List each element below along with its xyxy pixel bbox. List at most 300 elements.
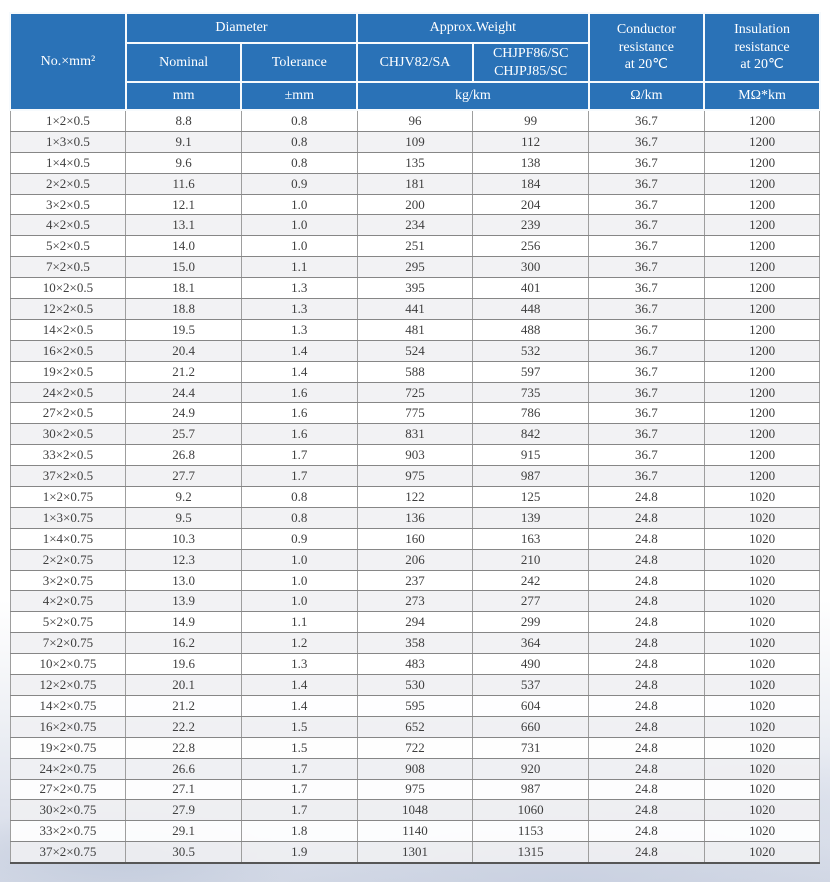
table-row — [10, 549, 820, 570]
cell-conductor-resistance: 24.8 — [589, 654, 705, 675]
cell-weight-chjv82: 96 — [357, 110, 473, 131]
cell-conductor-resistance: 36.7 — [589, 152, 705, 173]
cell-spec: 37×2×0.5 — [10, 466, 126, 487]
cell-tolerance: 1.0 — [241, 549, 357, 570]
unit-ohm-km: Ω/km — [589, 82, 705, 110]
cell-weight-chjv82: 273 — [357, 591, 473, 612]
cell-weight-chjpf86: 735 — [473, 382, 589, 403]
cell-spec: 19×2×0.75 — [10, 737, 126, 758]
cell-spec: 30×2×0.5 — [10, 424, 126, 445]
cell-nominal-diameter: 9.2 — [126, 487, 242, 508]
table-row — [10, 278, 820, 299]
cell-weight-chjv82: 524 — [357, 340, 473, 361]
cell-nominal-diameter: 27.1 — [126, 779, 242, 800]
unit-mohm-km: MΩ*km — [704, 82, 820, 110]
cell-conductor-resistance: 24.8 — [589, 675, 705, 696]
cell-spec: 1×3×0.75 — [10, 507, 126, 528]
header-conductor-line3: at 20℃ — [624, 57, 669, 73]
cell-weight-chjv82: 395 — [357, 278, 473, 299]
cell-weight-chjv82: 109 — [357, 131, 473, 152]
table-row — [10, 299, 820, 320]
cell-insulation-resistance: 1200 — [704, 236, 820, 257]
cell-insulation-resistance: 1020 — [704, 695, 820, 716]
cell-conductor-resistance: 24.8 — [589, 800, 705, 821]
cell-insulation-resistance: 1200 — [704, 173, 820, 194]
cell-insulation-resistance: 1020 — [704, 675, 820, 696]
cell-tolerance: 1.4 — [241, 675, 357, 696]
table-row — [10, 424, 820, 445]
table-row — [10, 507, 820, 528]
cell-insulation-resistance: 1020 — [704, 654, 820, 675]
cell-weight-chjv82: 725 — [357, 382, 473, 403]
cell-insulation-resistance: 1200 — [704, 361, 820, 382]
cell-weight-chjpf86: 915 — [473, 445, 589, 466]
table-row — [10, 737, 820, 758]
cell-insulation-resistance: 1020 — [704, 737, 820, 758]
cell-weight-chjpf86: 256 — [473, 236, 589, 257]
cell-insulation-resistance: 1200 — [704, 319, 820, 340]
cell-weight-chjpf86: 99 — [473, 110, 589, 131]
cell-nominal-diameter: 30.5 — [126, 842, 242, 863]
cell-weight-chjv82: 908 — [357, 758, 473, 779]
cell-nominal-diameter: 20.1 — [126, 675, 242, 696]
table-row — [10, 466, 820, 487]
cell-weight-chjpf86: 920 — [473, 758, 589, 779]
cell-nominal-diameter: 29.1 — [126, 821, 242, 842]
cell-nominal-diameter: 9.5 — [126, 507, 242, 528]
cell-weight-chjpf86: 1060 — [473, 800, 589, 821]
table-row — [10, 173, 820, 194]
cell-insulation-resistance: 1020 — [704, 612, 820, 633]
table-row — [10, 445, 820, 466]
cell-conductor-resistance: 36.7 — [589, 110, 705, 131]
cell-spec: 4×2×0.5 — [10, 215, 126, 236]
cell-spec: 33×2×0.5 — [10, 445, 126, 466]
cell-spec: 12×2×0.75 — [10, 675, 126, 696]
cell-weight-chjv82: 975 — [357, 466, 473, 487]
table-row — [10, 340, 820, 361]
table-row — [10, 215, 820, 236]
cell-insulation-resistance: 1200 — [704, 278, 820, 299]
cell-spec: 16×2×0.5 — [10, 340, 126, 361]
cell-insulation-resistance: 1020 — [704, 507, 820, 528]
cell-weight-chjv82: 975 — [357, 779, 473, 800]
table-row — [10, 131, 820, 152]
cell-spec: 24×2×0.75 — [10, 758, 126, 779]
cell-weight-chjv82: 234 — [357, 215, 473, 236]
table-row — [10, 612, 820, 633]
table-body — [10, 110, 820, 863]
header-chjpj85-line2: CHJPJ85/SC — [494, 63, 568, 79]
cell-tolerance: 1.7 — [241, 445, 357, 466]
cell-spec: 30×2×0.75 — [10, 800, 126, 821]
cell-weight-chjpf86: 125 — [473, 487, 589, 508]
cell-weight-chjpf86: 163 — [473, 528, 589, 549]
cell-spec: 14×2×0.5 — [10, 319, 126, 340]
cell-conductor-resistance: 36.7 — [589, 361, 705, 382]
table-row — [10, 800, 820, 821]
cell-insulation-resistance: 1200 — [704, 110, 820, 131]
cell-weight-chjv82: 135 — [357, 152, 473, 173]
cell-conductor-resistance: 36.7 — [589, 445, 705, 466]
cell-weight-chjpf86: 1315 — [473, 842, 589, 863]
cell-weight-chjpf86: 204 — [473, 194, 589, 215]
cell-weight-chjpf86: 299 — [473, 612, 589, 633]
cell-conductor-resistance: 36.7 — [589, 278, 705, 299]
cell-spec: 3×2×0.5 — [10, 194, 126, 215]
cell-nominal-diameter: 15.0 — [126, 257, 242, 278]
cell-weight-chjpf86: 401 — [473, 278, 589, 299]
cell-weight-chjpf86: 488 — [473, 319, 589, 340]
header-diameter: Diameter — [126, 13, 357, 43]
cell-insulation-resistance: 1020 — [704, 528, 820, 549]
cell-weight-chjv82: 1140 — [357, 821, 473, 842]
table-row — [10, 487, 820, 508]
cell-insulation-resistance: 1020 — [704, 549, 820, 570]
cell-nominal-diameter: 9.6 — [126, 152, 242, 173]
cell-insulation-resistance: 1200 — [704, 194, 820, 215]
cell-conductor-resistance: 36.7 — [589, 215, 705, 236]
header-nominal: Nominal — [126, 43, 242, 82]
cell-conductor-resistance: 24.8 — [589, 633, 705, 654]
cell-weight-chjv82: 294 — [357, 612, 473, 633]
cell-weight-chjpf86: 786 — [473, 403, 589, 424]
cell-weight-chjpf86: 184 — [473, 173, 589, 194]
header-insulation-line2: resistance — [734, 39, 790, 55]
cell-conductor-resistance: 36.7 — [589, 403, 705, 424]
cell-conductor-resistance: 24.8 — [589, 716, 705, 737]
cell-nominal-diameter: 13.9 — [126, 591, 242, 612]
cell-conductor-resistance: 36.7 — [589, 131, 705, 152]
table-row — [10, 716, 820, 737]
cell-spec: 10×2×0.5 — [10, 278, 126, 299]
cell-conductor-resistance: 36.7 — [589, 424, 705, 445]
cell-conductor-resistance: 24.8 — [589, 737, 705, 758]
table-row — [10, 528, 820, 549]
table-row — [10, 591, 820, 612]
header-chjv82-sa: CHJV82/SA — [357, 43, 473, 82]
cell-nominal-diameter: 10.3 — [126, 528, 242, 549]
header-insulation-line1: Insulation — [734, 22, 791, 38]
table-row — [10, 695, 820, 716]
table-header — [10, 13, 820, 110]
cell-weight-chjpf86: 987 — [473, 779, 589, 800]
cell-tolerance: 1.6 — [241, 382, 357, 403]
cell-conductor-resistance: 24.8 — [589, 612, 705, 633]
table-row — [10, 152, 820, 173]
cell-weight-chjpf86: 842 — [473, 424, 589, 445]
cell-nominal-diameter: 18.8 — [126, 299, 242, 320]
cell-weight-chjpf86: 597 — [473, 361, 589, 382]
cell-insulation-resistance: 1020 — [704, 716, 820, 737]
cell-tolerance: 1.3 — [241, 319, 357, 340]
table-row — [10, 361, 820, 382]
cell-insulation-resistance: 1200 — [704, 403, 820, 424]
cell-conductor-resistance: 24.8 — [589, 758, 705, 779]
cell-weight-chjv82: 595 — [357, 695, 473, 716]
cell-tolerance: 0.8 — [241, 131, 357, 152]
cell-nominal-diameter: 8.8 — [126, 110, 242, 131]
cell-weight-chjpf86: 490 — [473, 654, 589, 675]
cell-weight-chjpf86: 300 — [473, 257, 589, 278]
unit-kg-km: kg/km — [357, 82, 588, 110]
cell-weight-chjv82: 181 — [357, 173, 473, 194]
cell-spec: 14×2×0.75 — [10, 695, 126, 716]
header-insulation-resistance — [704, 13, 820, 82]
cell-weight-chjv82: 200 — [357, 194, 473, 215]
cell-weight-chjv82: 1048 — [357, 800, 473, 821]
cell-spec: 12×2×0.5 — [10, 299, 126, 320]
cell-spec: 16×2×0.75 — [10, 716, 126, 737]
cell-insulation-resistance: 1020 — [704, 779, 820, 800]
cell-weight-chjv82: 358 — [357, 633, 473, 654]
cell-tolerance: 1.0 — [241, 591, 357, 612]
cell-insulation-resistance: 1020 — [704, 800, 820, 821]
table-row — [10, 758, 820, 779]
cell-weight-chjpf86: 210 — [473, 549, 589, 570]
cell-spec: 19×2×0.5 — [10, 361, 126, 382]
cell-insulation-resistance: 1200 — [704, 340, 820, 361]
cell-tolerance: 1.6 — [241, 403, 357, 424]
table-row — [10, 779, 820, 800]
cell-conductor-resistance: 36.7 — [589, 319, 705, 340]
cell-insulation-resistance: 1020 — [704, 570, 820, 591]
cell-conductor-resistance: 24.8 — [589, 695, 705, 716]
cell-insulation-resistance: 1200 — [704, 257, 820, 278]
cell-weight-chjpf86: 239 — [473, 215, 589, 236]
cell-tolerance: 1.7 — [241, 466, 357, 487]
cell-spec: 1×4×0.5 — [10, 152, 126, 173]
header-conductor-line2: resistance — [618, 39, 674, 55]
cell-weight-chjv82: 237 — [357, 570, 473, 591]
cell-conductor-resistance: 36.7 — [589, 466, 705, 487]
cell-spec: 5×2×0.5 — [10, 236, 126, 257]
cell-conductor-resistance: 36.7 — [589, 299, 705, 320]
cell-nominal-diameter: 13.1 — [126, 215, 242, 236]
cell-conductor-resistance: 36.7 — [589, 382, 705, 403]
cell-conductor-resistance: 24.8 — [589, 779, 705, 800]
cell-weight-chjv82: 903 — [357, 445, 473, 466]
cell-nominal-diameter: 14.0 — [126, 236, 242, 257]
cell-spec: 27×2×0.5 — [10, 403, 126, 424]
cell-tolerance: 1.2 — [241, 633, 357, 654]
header-tolerance: Tolerance — [241, 43, 357, 82]
cell-weight-chjv82: 122 — [357, 487, 473, 508]
cell-tolerance: 1.0 — [241, 215, 357, 236]
unit-mm: mm — [126, 82, 242, 110]
cell-insulation-resistance: 1020 — [704, 842, 820, 863]
cell-weight-chjpf86: 364 — [473, 633, 589, 654]
table-row — [10, 194, 820, 215]
table-row — [10, 110, 820, 131]
table-row — [10, 570, 820, 591]
cell-tolerance: 1.3 — [241, 299, 357, 320]
table-row — [10, 236, 820, 257]
cell-conductor-resistance: 24.8 — [589, 507, 705, 528]
cell-spec: 3×2×0.75 — [10, 570, 126, 591]
cell-insulation-resistance: 1020 — [704, 633, 820, 654]
cell-weight-chjv82: 251 — [357, 236, 473, 257]
cell-conductor-resistance: 24.8 — [589, 528, 705, 549]
cell-insulation-resistance: 1200 — [704, 131, 820, 152]
cell-weight-chjpf86: 139 — [473, 507, 589, 528]
cell-nominal-diameter: 27.9 — [126, 800, 242, 821]
cell-weight-chjpf86: 987 — [473, 466, 589, 487]
cell-nominal-diameter: 13.0 — [126, 570, 242, 591]
header-conductor-resistance — [589, 13, 705, 82]
cell-weight-chjv82: 831 — [357, 424, 473, 445]
cell-weight-chjpf86: 731 — [473, 737, 589, 758]
table-row — [10, 821, 820, 842]
cell-conductor-resistance: 36.7 — [589, 236, 705, 257]
cell-nominal-diameter: 21.2 — [126, 695, 242, 716]
cell-tolerance: 1.6 — [241, 424, 357, 445]
cell-weight-chjv82: 722 — [357, 737, 473, 758]
cell-tolerance: 1.1 — [241, 257, 357, 278]
table-row — [10, 319, 820, 340]
cell-spec: 37×2×0.75 — [10, 842, 126, 863]
cell-weight-chjv82: 295 — [357, 257, 473, 278]
cell-tolerance: 1.4 — [241, 340, 357, 361]
table-row — [10, 403, 820, 424]
cell-weight-chjv82: 483 — [357, 654, 473, 675]
cell-conductor-resistance: 24.8 — [589, 487, 705, 508]
cell-conductor-resistance: 36.7 — [589, 173, 705, 194]
cell-nominal-diameter: 12.3 — [126, 549, 242, 570]
cell-tolerance: 1.7 — [241, 758, 357, 779]
unit-tolerance-mm: ±mm — [241, 82, 357, 110]
table-row — [10, 382, 820, 403]
cell-tolerance: 1.5 — [241, 716, 357, 737]
table-row — [10, 842, 820, 863]
cell-tolerance: 1.0 — [241, 236, 357, 257]
cell-conductor-resistance: 36.7 — [589, 257, 705, 278]
cell-conductor-resistance: 24.8 — [589, 821, 705, 842]
cell-nominal-diameter: 18.1 — [126, 278, 242, 299]
cell-tolerance: 0.9 — [241, 528, 357, 549]
cell-conductor-resistance: 36.7 — [589, 194, 705, 215]
cell-spec: 5×2×0.75 — [10, 612, 126, 633]
cell-tolerance: 0.8 — [241, 110, 357, 131]
cell-conductor-resistance: 36.7 — [589, 340, 705, 361]
cell-nominal-diameter: 19.6 — [126, 654, 242, 675]
cell-spec: 1×2×0.75 — [10, 487, 126, 508]
cell-weight-chjv82: 775 — [357, 403, 473, 424]
cell-spec: 10×2×0.75 — [10, 654, 126, 675]
cell-tolerance: 1.3 — [241, 278, 357, 299]
cell-nominal-diameter: 19.5 — [126, 319, 242, 340]
cell-tolerance: 1.7 — [241, 779, 357, 800]
cell-conductor-resistance: 24.8 — [589, 570, 705, 591]
cell-tolerance: 0.8 — [241, 152, 357, 173]
cell-tolerance: 0.8 — [241, 487, 357, 508]
header-no-mm2: No.×mm² — [10, 13, 126, 110]
cell-spec: 7×2×0.5 — [10, 257, 126, 278]
cell-insulation-resistance: 1020 — [704, 758, 820, 779]
cell-weight-chjv82: 652 — [357, 716, 473, 737]
cell-spec: 2×2×0.75 — [10, 549, 126, 570]
cell-nominal-diameter: 27.7 — [126, 466, 242, 487]
cell-weight-chjpf86: 242 — [473, 570, 589, 591]
cell-spec: 7×2×0.75 — [10, 633, 126, 654]
cell-spec: 1×2×0.5 — [10, 110, 126, 131]
header-insulation-line3: at 20℃ — [740, 57, 784, 73]
cell-tolerance: 1.7 — [241, 800, 357, 821]
cell-tolerance: 1.3 — [241, 654, 357, 675]
cell-tolerance: 1.4 — [241, 361, 357, 382]
cell-insulation-resistance: 1200 — [704, 299, 820, 320]
cell-spec: 1×4×0.75 — [10, 528, 126, 549]
cell-weight-chjv82: 441 — [357, 299, 473, 320]
cell-spec: 24×2×0.5 — [10, 382, 126, 403]
cell-spec: 2×2×0.5 — [10, 173, 126, 194]
cell-conductor-resistance: 24.8 — [589, 591, 705, 612]
cell-weight-chjpf86: 660 — [473, 716, 589, 737]
cell-weight-chjv82: 530 — [357, 675, 473, 696]
cell-insulation-resistance: 1200 — [704, 445, 820, 466]
cell-insulation-resistance: 1200 — [704, 215, 820, 236]
cell-tolerance: 1.4 — [241, 695, 357, 716]
cell-tolerance: 1.8 — [241, 821, 357, 842]
header-approx-weight: Approx.Weight — [357, 13, 588, 43]
cell-nominal-diameter: 22.2 — [126, 716, 242, 737]
header-chjpf86-line1: CHJPF86/SC — [492, 46, 569, 61]
cell-weight-chjv82: 1301 — [357, 842, 473, 863]
cell-conductor-resistance: 24.8 — [589, 842, 705, 863]
cell-spec: 1×3×0.5 — [10, 131, 126, 152]
cell-nominal-diameter: 24.9 — [126, 403, 242, 424]
table-row — [10, 654, 820, 675]
cell-insulation-resistance: 1020 — [704, 821, 820, 842]
cell-weight-chjpf86: 448 — [473, 299, 589, 320]
cell-weight-chjpf86: 604 — [473, 695, 589, 716]
cell-insulation-resistance: 1200 — [704, 152, 820, 173]
cell-tolerance: 1.0 — [241, 194, 357, 215]
cell-spec: 27×2×0.75 — [10, 779, 126, 800]
cell-spec: 33×2×0.75 — [10, 821, 126, 842]
cell-weight-chjv82: 160 — [357, 528, 473, 549]
cell-weight-chjpf86: 138 — [473, 152, 589, 173]
cell-weight-chjv82: 206 — [357, 549, 473, 570]
cell-insulation-resistance: 1200 — [704, 382, 820, 403]
table-row — [10, 257, 820, 278]
cell-weight-chjv82: 588 — [357, 361, 473, 382]
cell-nominal-diameter: 21.2 — [126, 361, 242, 382]
cell-nominal-diameter: 25.7 — [126, 424, 242, 445]
table-row — [10, 633, 820, 654]
cell-nominal-diameter: 14.9 — [126, 612, 242, 633]
cell-weight-chjpf86: 112 — [473, 131, 589, 152]
cell-weight-chjv82: 136 — [357, 507, 473, 528]
cell-spec: 4×2×0.75 — [10, 591, 126, 612]
cell-insulation-resistance: 1020 — [704, 487, 820, 508]
cell-nominal-diameter: 26.8 — [126, 445, 242, 466]
cell-tolerance: 0.9 — [241, 173, 357, 194]
cell-tolerance: 1.0 — [241, 570, 357, 591]
cell-insulation-resistance: 1200 — [704, 424, 820, 445]
cell-nominal-diameter: 16.2 — [126, 633, 242, 654]
header-conductor-line1: Conductor — [616, 22, 676, 38]
cell-weight-chjpf86: 1153 — [473, 821, 589, 842]
cell-nominal-diameter: 20.4 — [126, 340, 242, 361]
table-row — [10, 675, 820, 696]
cell-conductor-resistance: 24.8 — [589, 549, 705, 570]
cell-weight-chjpf86: 532 — [473, 340, 589, 361]
cell-nominal-diameter: 11.6 — [126, 173, 242, 194]
cell-nominal-diameter: 9.1 — [126, 131, 242, 152]
cell-tolerance: 1.5 — [241, 737, 357, 758]
cell-tolerance: 0.8 — [241, 507, 357, 528]
